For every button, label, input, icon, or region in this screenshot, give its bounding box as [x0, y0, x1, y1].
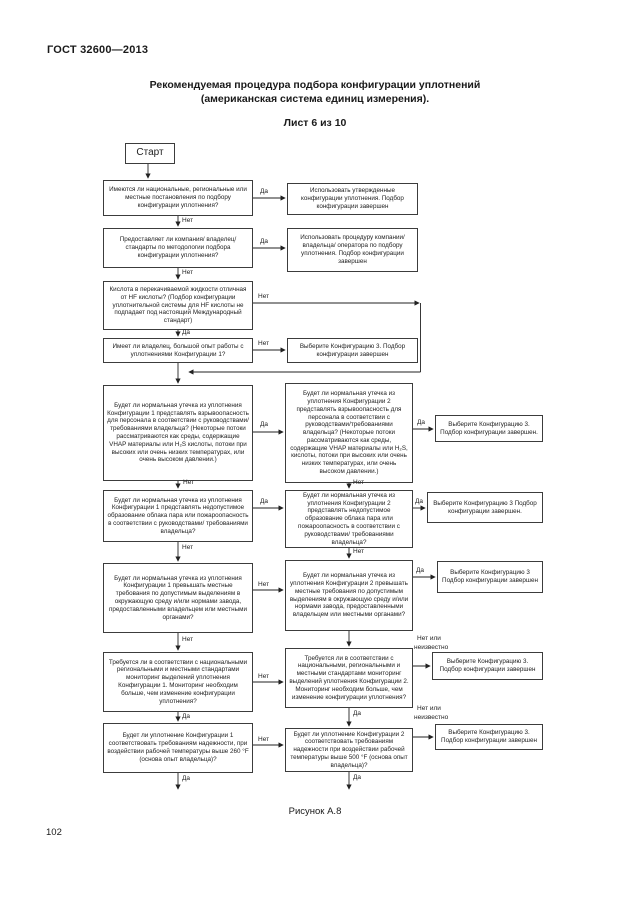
edge-label-q8-nounk-2: неизвестно	[414, 644, 449, 651]
flow-node-q9-mid: Будет ли уплотнение Конфигурации 2 соответствовать требованиям надежности при воздействии рабочей температуры выше 500 °F (основа опыт владельца)?	[285, 728, 413, 772]
flow-node-q8-mid: Требуется ли в соответствии с национальными, региональными и местными стандартами мониторинг выделений уплотнения Конфигурации 2. Мониторинг необходим больше, чем изменение конфигурации уплотнения?	[285, 648, 413, 708]
edge-label-q2-yes: Да	[260, 238, 269, 245]
edge-label-q6m-yes: Да	[415, 498, 424, 505]
flow-node-q3: Кислота в перекачиваемой жидкости отличная от HF кислоты? (Подбор конфигурации уплотнительной системы для HF кислоты не подпадает под настоящий Международный стандарт)	[103, 281, 253, 330]
figure-title-line2: (американская система единиц измерения).	[200, 92, 430, 105]
sheet-number: Лист 6 из 10	[283, 117, 347, 129]
flow-node-q5-mid: Будет ли нормальная утечка из уплотнения Конфигурации 2 представлять взрывоопасность для персонала в соответствии с руководствами/требованиями владельца? (Некоторые потоки рассматриваются как среды, содержащие VHAP материалы или H₂S, кислоты, потоки при высоких или очень низких температурах, или очень высоком давлении.)	[285, 383, 413, 483]
edge-label-q7l-no: Нет	[258, 581, 270, 588]
edge-label-q5m-no: Нет	[353, 479, 365, 486]
flow-node-q2: Предоставляет ли компания/ владелец/ стандарты по методологии подбора конфигурации уплотнения?	[103, 228, 253, 268]
flow-node-a9: Выберите Конфигурацию 3. Подбор конфигурации завершен	[435, 724, 543, 750]
flow-node-a5: Выберите Конфигурацию 3. Подбор конфигурации завершен.	[435, 415, 543, 442]
flow-node-q7-left: Будет ли нормальная утечка из уплотнения Конфигурации 1 превышать местные требования по допустимым выделениям в окружающую среду и/или нормами завода, предоставленными владельцем или местными органами?	[103, 563, 253, 633]
edge-label-q3-yes: Да	[182, 329, 191, 336]
flow-node-a2: Использовать процедуру компании/ владельца/ оператора по подбору уплотнения. Подбор конфигурации завершен	[287, 228, 418, 272]
flow-node-q8-left: Требуется ли в соответствии с национальными региональными и местными стандартами мониторинг выделений уплотнения Конфигурации 1. Мониторинг необходим больше, чем изменение конфигурации уплотнения?	[103, 652, 253, 712]
edge-label-q8-nounk-1: Нет или	[417, 635, 441, 642]
flow-node-a4: Выберите Конфигурацию 3. Подбор конфигурации завершен	[287, 338, 418, 363]
edge-label-q8l-yes: Да	[182, 713, 191, 720]
flow-node-q7-mid: Будет ли нормальная утечка из уплотнения Конфигурации 2 превышать местные требования по допустимым выделениям в окружающую среду и/или нормами завода, предоставленными владельцем или местными органами?	[285, 560, 413, 631]
edge-label-q7m-yes: Да	[416, 567, 425, 574]
edge-label-q2-no: Нет	[182, 269, 194, 276]
edge-label-q9-nounk-2: неизвестно	[414, 714, 449, 721]
flow-node-q9-left: Будет ли уплотнение Конфигурации 1 соответствовать требованиям надежности, при воздействии рабочей температуры выше 260 °F (основа опыт владельца)?	[103, 723, 253, 773]
edge-label-q6l-no: Нет	[182, 544, 194, 551]
figure-caption: Рисунок А.8	[288, 806, 342, 817]
figure-title	[0, 79, 630, 106]
edge-label-q3-no: Нет	[258, 293, 270, 300]
edge-label-q9l-yes: Да	[182, 775, 191, 782]
edge-label-q9l-no: Нет	[258, 736, 270, 743]
edge-label-q6m-no: Нет	[353, 548, 365, 555]
edge-label-q1-yes: Да	[260, 188, 269, 195]
flow-node-q6-mid: Будет ли нормальная утечка из уплотнения Конфигурации 2 представлять недопустимое образование облака пара или пожароопасность в соответствии с руководствами/ требованиями владельца?	[285, 490, 413, 548]
figure-title-line1: Рекомендуемая процедура подбора конфигурации уплотнений	[149, 79, 481, 91]
flow-node-q5-left: Будет ли нормальная утечка из уплотнения Конфигурации 1 представлять взрывоопасность для персонала в соответствии с руководствами/ требованиями владельца? (Некоторые потоки рассматриваются как среды, содержащие VHAP материалы или H₂S кислоты, потоки при высоких или очень низких температурах, или очень высоком давлении.)	[103, 385, 253, 481]
edge-label-q5l-yes: Да	[260, 421, 269, 428]
edge-label-q5l-no: Нет	[183, 479, 195, 486]
flow-node-start: Старт	[125, 143, 175, 164]
flow-node-a7: Выберите Конфигурацию 3 Подбор конфигурации завершен	[437, 561, 543, 593]
flow-node-a8: Выберите Конфигурацию 3. Подбор конфигурации завершен	[432, 652, 543, 680]
flow-node-q4: Имеет ли владелец, большой опыт работы с уплотнениями Конфигурации 1?	[103, 338, 253, 363]
edge-label-q5m-yes: Да	[417, 419, 426, 426]
standard-code: ГОСТ 32600—2013	[47, 44, 149, 56]
edge-label-q4-no: Нет	[258, 340, 270, 347]
edge-label-q6l-yes: Да	[260, 498, 269, 505]
edge-label-q7l-no-down: Нет	[182, 636, 194, 643]
flow-node-q6-left: Будет ли нормальная утечка из уплотнения Конфигурации 1 представлять недопустимое образование облака пара или пожароопасность в соответствии с руководствами/ требованиями владельца?	[103, 490, 253, 542]
edge-label-q9-nounk-1: Нет или	[417, 705, 441, 712]
edge-label-q1-no: Нет	[182, 217, 194, 224]
page-number: 102	[46, 827, 62, 838]
edge-label-q8m-yes: Да	[353, 710, 362, 717]
edge-label-q8l-no: Нет	[258, 673, 270, 680]
flow-node-q1: Имеются ли национальные, региональные или местные постановления по подбору конфигурации уплотнения?	[103, 180, 253, 216]
flow-node-a1: Использовать утвержденные конфигурации уплотнения. Подбор конфигурации завершен	[287, 183, 418, 215]
edge-label-q9m-yes: Да	[353, 774, 362, 781]
flow-node-a6: Выберите Конфигурацию 3 Подбор конфигурации завершен.	[427, 492, 543, 523]
